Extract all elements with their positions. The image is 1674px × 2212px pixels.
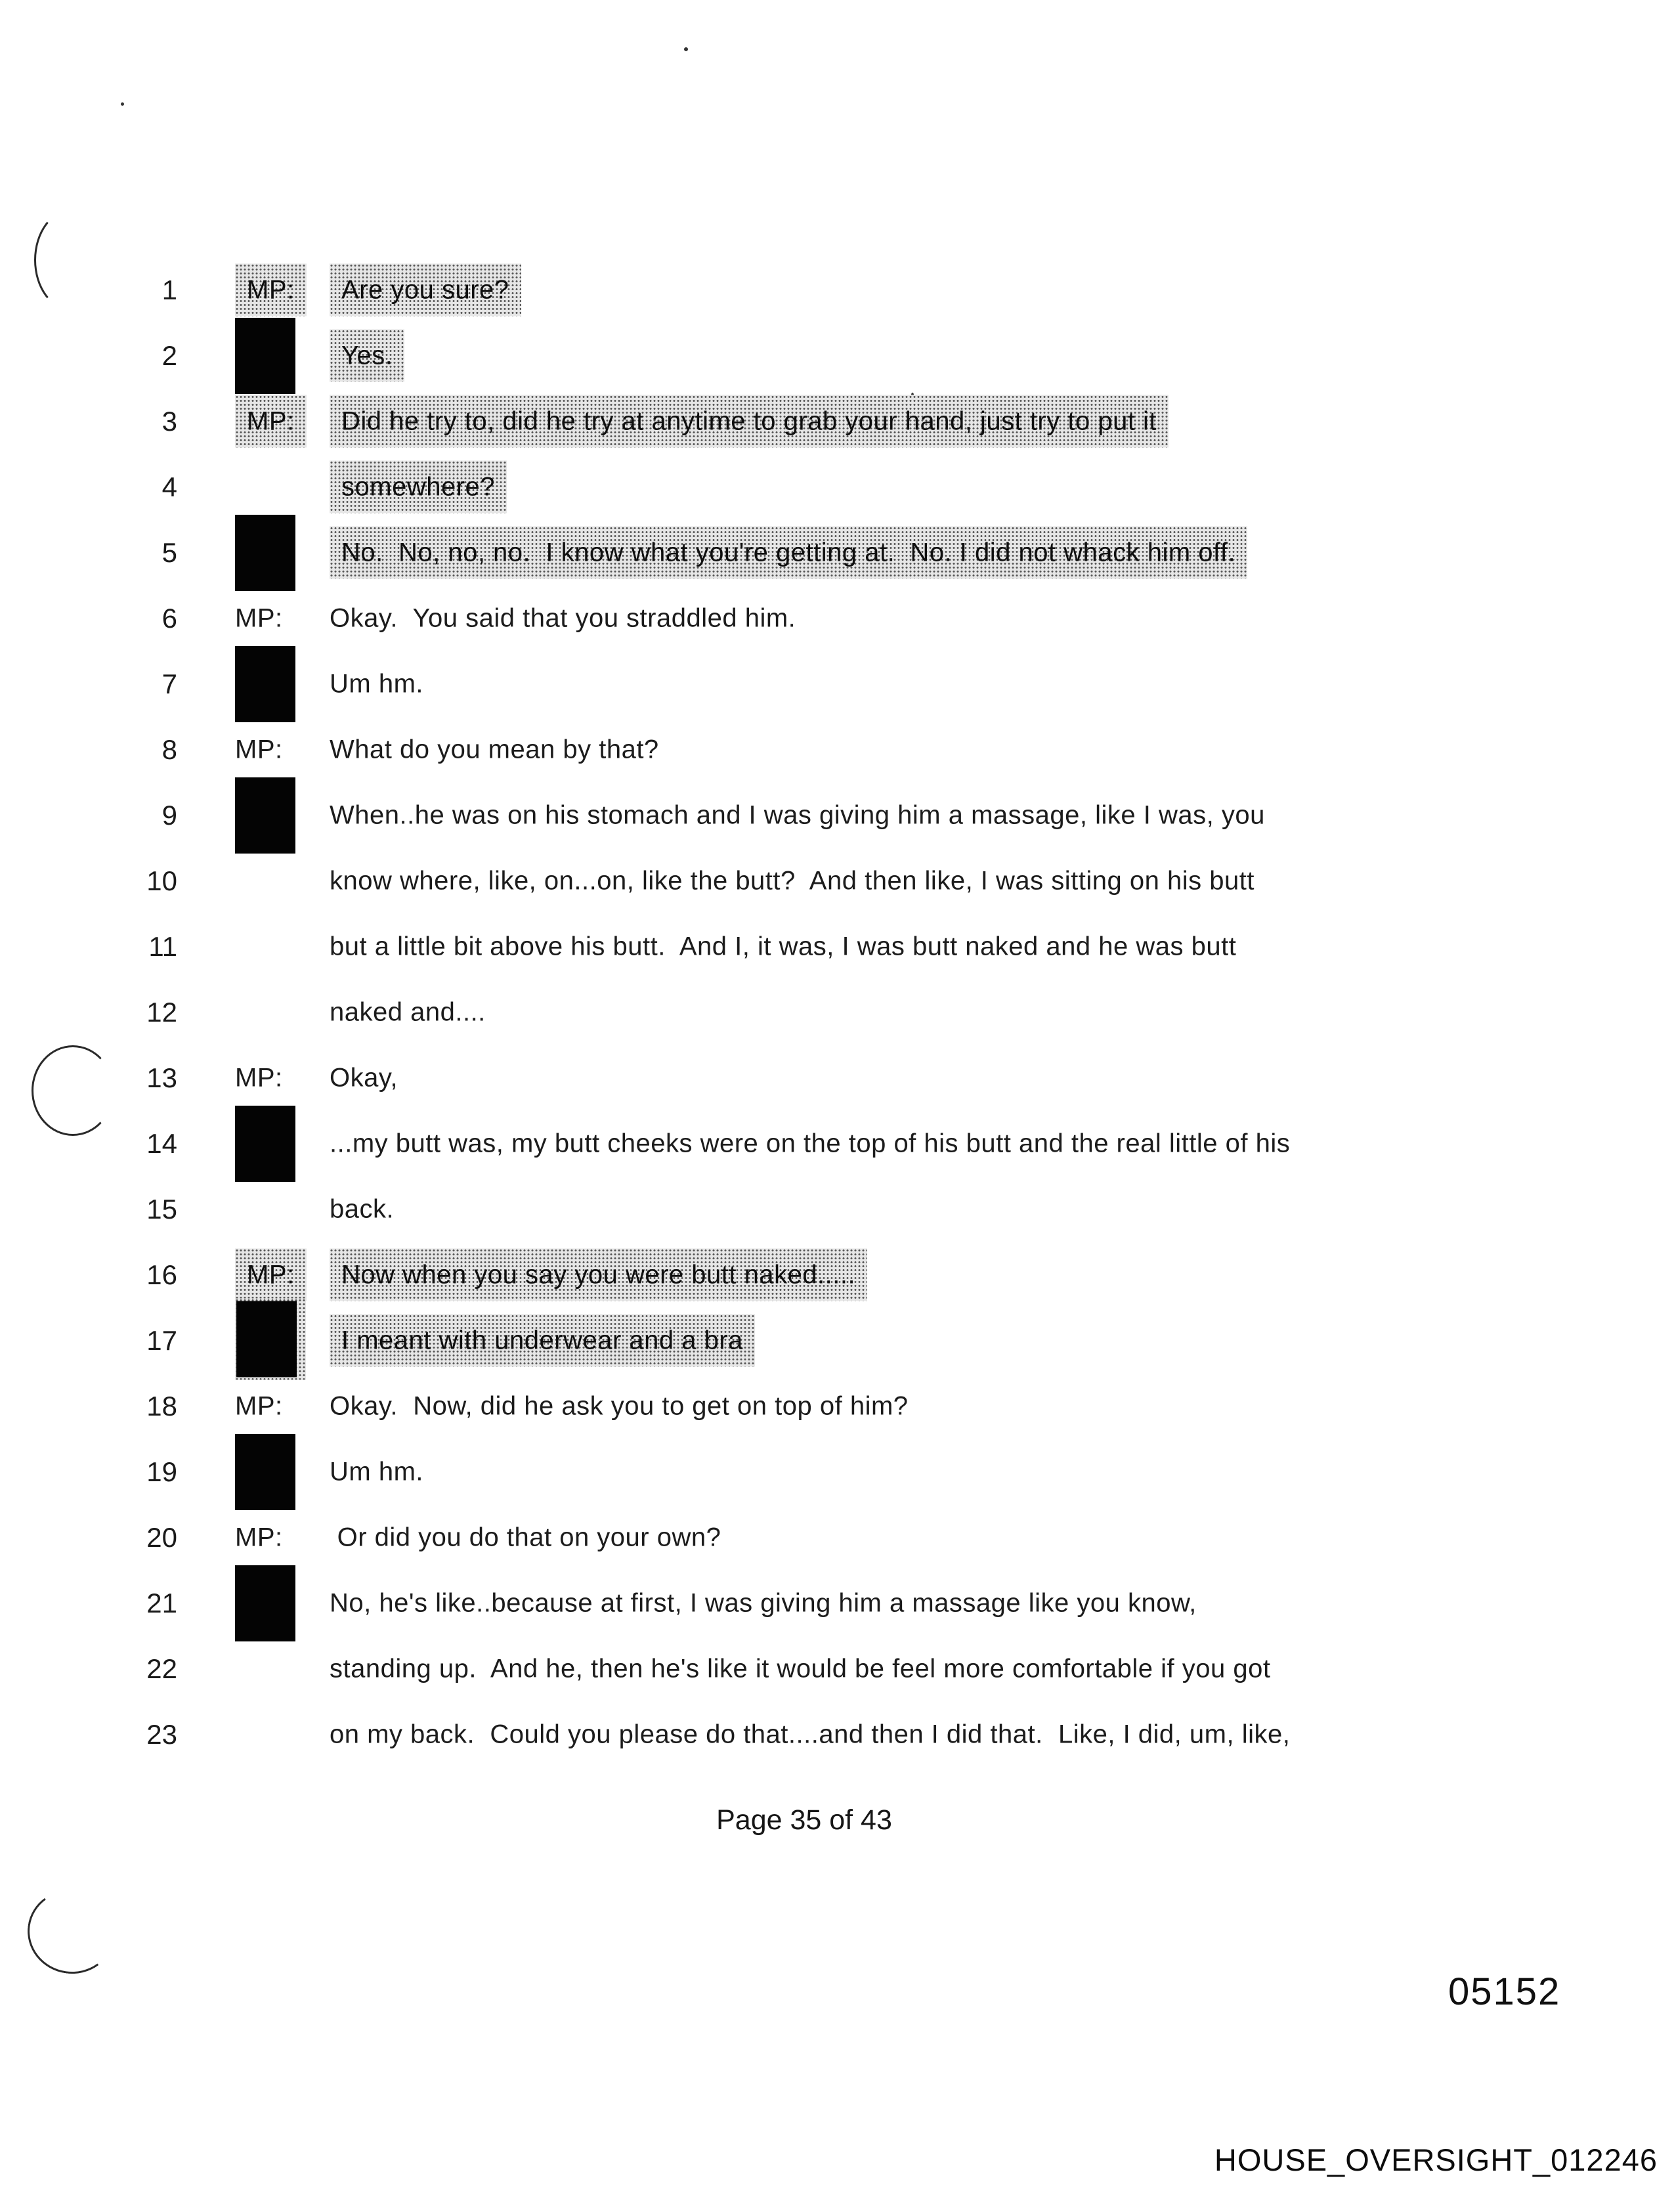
- line-text-content: When..he was on his stomach and I was giving him a massage, like I was, you: [330, 800, 1265, 830]
- line-number: 22: [146, 1653, 177, 1684]
- line-text-content: I meant with underwear and a bra: [330, 1314, 755, 1367]
- speaker-label-mp: MP:: [235, 1523, 283, 1552]
- line-text-content: ...my butt was, my butt cheeks were on the top of his butt and the real little of his: [330, 1129, 1291, 1158]
- redaction-box: [235, 777, 295, 854]
- line-text: [330, 867, 1255, 896]
- stamp-number: 05152: [1448, 1970, 1561, 2013]
- line-number: 21: [146, 1588, 177, 1618]
- page-number-label: Page 35 of 43: [716, 1804, 892, 1836]
- line-text-content: Okay. Now, did he ask you to get on top of him?: [330, 1391, 909, 1421]
- line-text-content: Okay,: [330, 1063, 398, 1093]
- speaker-cell: [235, 515, 295, 591]
- line-text-content: but a little bit above his butt. And I, it was, I was butt naked and he was butt: [330, 932, 1237, 961]
- line-text: [330, 1129, 1290, 1159]
- speaker-cell: [235, 646, 295, 722]
- line-number: 12: [146, 997, 177, 1028]
- transcript-line: [0, 783, 1674, 848]
- speaker-cell: [235, 1106, 295, 1182]
- redaction-box: [235, 318, 295, 394]
- line-text: [330, 670, 423, 699]
- speaker-label-mp: MP:: [235, 395, 307, 448]
- line-text-content: No. No, no, no. I know what you're getting at. No. I did not whack him off.: [330, 527, 1247, 579]
- line-text: [330, 276, 521, 305]
- redaction-box: [235, 1106, 295, 1182]
- line-number: 5: [161, 537, 177, 568]
- line-number: 16: [146, 1259, 177, 1290]
- line-text: [330, 932, 1236, 962]
- line-text-content: Or did you do that on your own?: [330, 1523, 721, 1552]
- line-text-content: No, he's like..because at first, I was giving him a massage like you know,: [330, 1588, 1197, 1618]
- line-number: 6: [161, 603, 177, 634]
- line-number: 3: [161, 406, 177, 437]
- speaker-label-mp: MP:: [235, 1391, 283, 1421]
- line-text: [330, 604, 796, 634]
- speaker-cell: [235, 1299, 306, 1383]
- transcript-line: [0, 1439, 1674, 1505]
- line-text-content: Yes.: [330, 330, 404, 382]
- line-number: 18: [146, 1391, 177, 1421]
- transcript-line: [0, 651, 1674, 717]
- redaction-box: [235, 1434, 295, 1510]
- line-number: 4: [161, 471, 177, 502]
- line-number: 7: [161, 668, 177, 699]
- line-text: [330, 407, 1169, 437]
- transcript-line: [0, 586, 1674, 651]
- line-text: [330, 1589, 1197, 1618]
- transcript-line: [0, 1571, 1674, 1636]
- speaker-cell: [235, 1523, 283, 1553]
- transcript-line: [0, 1505, 1674, 1571]
- line-number: 13: [146, 1062, 177, 1093]
- speaker-label-mp: MP:: [235, 735, 283, 764]
- speaker-cell: [235, 1261, 307, 1290]
- transcript-line: [0, 257, 1674, 323]
- bates-number: HOUSE_OVERSIGHT_012246: [1214, 2142, 1658, 2177]
- line-text-content: Um hm.: [330, 669, 423, 699]
- redaction-box: [235, 646, 295, 722]
- scan-artifact-arc-bottom-left: [22, 1884, 121, 1979]
- speaker-cell: [235, 318, 295, 394]
- line-text-content: somewhere?: [330, 461, 507, 513]
- line-text-content: Now when you say you were butt naked.....: [330, 1249, 867, 1301]
- line-number: 20: [146, 1522, 177, 1553]
- transcript-line: [0, 454, 1674, 520]
- speaker-label-mp: MP:: [235, 1063, 283, 1093]
- line-text-content: standing up. And he, then he's like it would be feel more comfortable if you got: [330, 1654, 1271, 1683]
- line-number: 9: [161, 800, 177, 831]
- line-text: [330, 1326, 755, 1356]
- line-text: [330, 1655, 1270, 1684]
- line-text-content: What do you mean by that?: [330, 735, 659, 764]
- line-text: [330, 538, 1247, 568]
- redaction-box: [236, 1301, 297, 1377]
- line-number: 8: [161, 734, 177, 765]
- line-text: [330, 1720, 1290, 1750]
- transcript-lines: [0, 257, 1674, 1767]
- line-text-content: Okay. You said that you straddled him.: [330, 603, 796, 633]
- speaker-cell: [235, 407, 307, 437]
- line-text: [330, 341, 404, 371]
- speaker-cell: [235, 1064, 283, 1093]
- line-text-content: know where, like, on...on, like the butt? And then like, I was sitting on his butt: [330, 866, 1255, 896]
- transcript-line: [0, 848, 1674, 914]
- line-number: 11: [148, 931, 177, 962]
- scan-artifact-dot-left: [121, 102, 124, 106]
- speaker-cell: [235, 735, 283, 765]
- line-text: [330, 1523, 721, 1553]
- line-text-content: Did he try to, did he try at anytime to grab your hand, just try to put it: [330, 395, 1169, 448]
- transcript-line: [0, 1045, 1674, 1111]
- redaction-box: [235, 1565, 295, 1641]
- line-number: 17: [146, 1325, 177, 1356]
- line-text-content: naked and....: [330, 997, 486, 1027]
- line-number: 14: [146, 1128, 177, 1159]
- transcript-line: [0, 914, 1674, 980]
- line-text-content: back.: [330, 1194, 395, 1224]
- line-number: 1: [161, 274, 177, 305]
- speaker-cell: [235, 1434, 295, 1510]
- speaker-label-mp: MP:: [235, 603, 283, 633]
- line-number: 10: [146, 865, 177, 896]
- transcript-line: [0, 520, 1674, 586]
- line-text: [330, 998, 486, 1028]
- transcript-line: [0, 717, 1674, 783]
- transcript-line: [0, 1374, 1674, 1439]
- transcript-line: [0, 1702, 1674, 1767]
- line-number: 19: [146, 1456, 177, 1487]
- line-text: [330, 1458, 423, 1487]
- transcript-line: [0, 1636, 1674, 1702]
- scan-artifact-dot-top: [684, 47, 688, 51]
- line-number: 2: [161, 340, 177, 371]
- transcript-line: [0, 1177, 1674, 1242]
- line-text: [330, 1195, 394, 1225]
- speaker-cell: [235, 777, 295, 854]
- transcript-line: [0, 1308, 1674, 1374]
- speaker-cell: [235, 1565, 295, 1641]
- speaker-label-mp: MP:: [235, 264, 307, 316]
- speaker-cell: [235, 1392, 283, 1421]
- speaker-label-mp: MP:: [235, 1249, 307, 1301]
- transcript-line: [0, 980, 1674, 1045]
- redaction-box-highlight: [235, 1299, 306, 1380]
- line-number: 23: [146, 1719, 177, 1750]
- line-text: [330, 735, 659, 765]
- line-text: [330, 1261, 867, 1290]
- line-text-content: on my back. Could you please do that....and then I did that. Like, I did, um, like,: [330, 1720, 1291, 1749]
- line-text: [330, 1064, 398, 1093]
- transcript-line: [0, 389, 1674, 454]
- speaker-cell: [235, 276, 307, 305]
- speaker-cell: [235, 604, 283, 634]
- line-text: [330, 801, 1265, 831]
- transcript-line: [0, 323, 1674, 389]
- line-text: [330, 473, 507, 502]
- line-number: 15: [146, 1194, 177, 1225]
- line-text: [330, 1392, 909, 1421]
- line-text-content: Are you sure?: [330, 264, 521, 316]
- line-text-content: Um hm.: [330, 1457, 423, 1486]
- redaction-box: [235, 515, 295, 591]
- transcript-line: [0, 1111, 1674, 1177]
